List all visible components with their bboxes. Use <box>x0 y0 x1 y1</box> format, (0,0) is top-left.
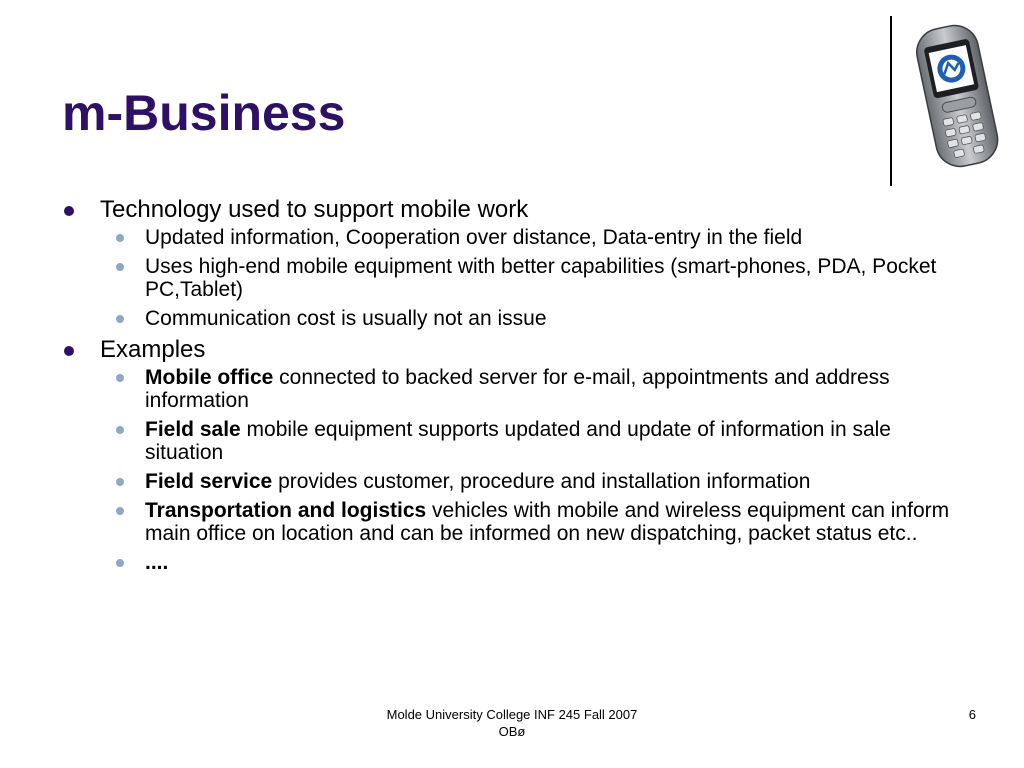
sub-bullet-item <box>60 418 960 464</box>
sub-bullet-bold: Mobile office <box>145 366 274 389</box>
bullet-dot-icon <box>64 206 74 216</box>
sub-bullet-item <box>60 366 960 412</box>
bullet-dot-icon <box>64 346 74 356</box>
footer-line-2: OBø <box>498 724 526 739</box>
sub-bullet-bold: Field sale <box>145 418 241 441</box>
sub-bullet-text: Updated information, Cooperation over distance, Data-entry in the field <box>145 226 803 249</box>
slide-title: m-Business <box>62 85 346 141</box>
sub-bullet-dot-icon <box>116 263 124 271</box>
sub-bullet-dot-icon <box>116 507 124 515</box>
sub-bullet-bold: Field service <box>145 470 273 493</box>
sub-bullet-dot-icon <box>116 478 124 486</box>
bullet-text: Technology used to support mobile work <box>100 196 529 223</box>
sub-bullet-dot-icon <box>116 315 124 323</box>
footer-text <box>330 706 694 740</box>
bullet-item <box>60 196 960 224</box>
sub-bullet-text: provides customer, procedure and installation information <box>272 470 811 493</box>
title-divider-line <box>890 16 892 186</box>
page-number: 6 <box>968 707 976 722</box>
sub-bullet-bold: Transportation and logistics <box>145 499 427 522</box>
sub-bullet-dot-icon <box>116 234 124 242</box>
sub-bullet-item <box>60 307 960 330</box>
sub-bullet-text: vehicles with mobile and wireless equipment can inform main office on location and can be informed on new dispatching, packet status etc.. <box>145 499 950 545</box>
sub-bullet-dot-icon <box>116 426 124 434</box>
bullet-list <box>60 196 960 580</box>
sub-bullet-item <box>60 499 960 545</box>
bullet-item <box>60 336 960 364</box>
sub-bullet-bold: .... <box>145 551 169 574</box>
footer-line-1: Molde University College INF 245 Fall 2007 <box>386 707 638 722</box>
mobile-phone-icon <box>912 20 1002 170</box>
sub-bullet-text: Uses high-end mobile equipment with better capabilities (smart-phones, PDA, Pocket PC,Tablet) <box>145 255 937 301</box>
sub-bullet-item <box>60 470 960 493</box>
sub-bullet-dot-icon <box>116 374 124 382</box>
sub-bullet-item <box>60 226 960 249</box>
sub-bullet-text: mobile equipment supports updated and update of information in sale situation <box>145 418 891 464</box>
sub-bullet-text: Communication cost is usually not an issue <box>145 307 547 330</box>
bullet-text: Examples <box>100 336 206 363</box>
sub-bullet-item <box>60 551 960 574</box>
sub-bullet-text: connected to backed server for e-mail, appointments and address information <box>145 366 890 412</box>
sub-bullet-item <box>60 255 960 301</box>
sub-bullet-dot-icon <box>116 559 124 567</box>
